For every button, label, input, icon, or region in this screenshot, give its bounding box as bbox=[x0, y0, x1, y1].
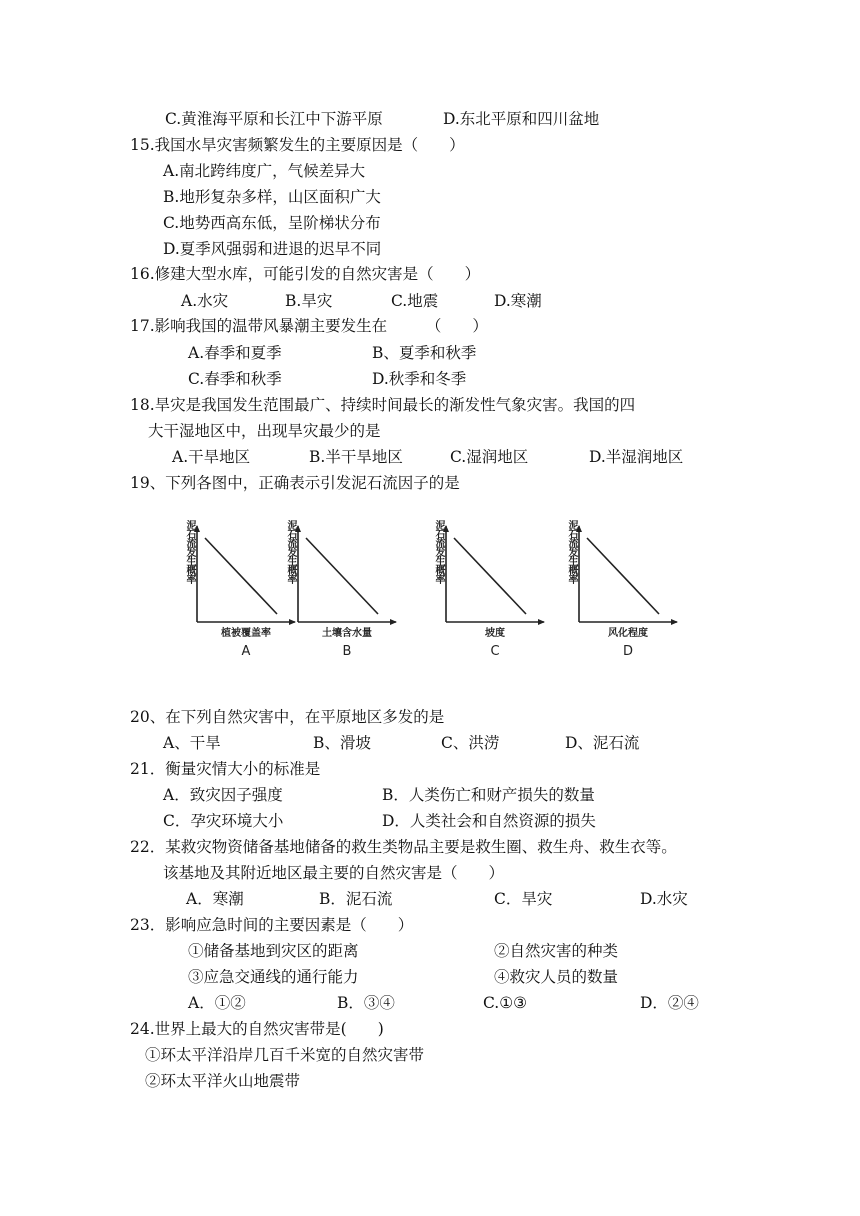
chart-d-panel-label: D bbox=[622, 644, 633, 659]
q22-option-d: D.水灾 bbox=[640, 890, 688, 908]
q20-option-c: C、洪涝 bbox=[441, 734, 500, 752]
q23-option-d: D．②④ bbox=[640, 994, 699, 1012]
q15-option-d: D.夏季风强弱和进退的迟早不同 bbox=[163, 240, 382, 258]
chart-a-series-line bbox=[205, 538, 277, 614]
chart-d-y-arrow bbox=[576, 525, 582, 532]
q22-option-a: A．寒潮 bbox=[186, 890, 244, 908]
q14-option-d: D.东北平原和四川盆地 bbox=[443, 110, 600, 128]
q23-item-2: ②自然灾害的种类 bbox=[494, 942, 619, 960]
chart-a-panel-label: A bbox=[241, 644, 251, 659]
q16-stem: 16.修建大型水库，可能引发的自然灾害是（ ） bbox=[130, 265, 481, 283]
q22-option-b: B．泥石流 bbox=[319, 890, 393, 908]
q15-stem: 15.我国水旱灾害频繁发生的主要原因是（ ） bbox=[130, 136, 465, 154]
q22-stem-line2: 该基地及其附近地区最主要的自然灾害是（ ） bbox=[163, 864, 505, 882]
q21-stem: 21．衡量灾情大小的标准是 bbox=[130, 760, 321, 778]
q18-option-d: D.半湿润地区 bbox=[589, 448, 684, 466]
q23-option-b: B．③④ bbox=[337, 994, 395, 1012]
q24-item-1: ①环太平洋沿岸几百千米宽的自然灾害带 bbox=[145, 1046, 425, 1064]
chart-a-y-arrow bbox=[194, 525, 200, 532]
chart-d bbox=[563, 520, 693, 659]
q20-stem: 20、在下列自然灾害中，在平原地区多发的是 bbox=[130, 708, 445, 726]
q16-option-a: A.水灾 bbox=[181, 292, 229, 310]
q21-option-a: A．致灾因子强度 bbox=[163, 786, 283, 804]
chart-b-panel-label: B bbox=[342, 644, 352, 659]
q15-option-c: C.地势西高东低，呈阶梯状分布 bbox=[163, 214, 381, 232]
chart-b-series-line bbox=[306, 538, 378, 614]
q16-option-c: C.地震 bbox=[391, 292, 439, 310]
chart-c-y-arrow bbox=[443, 525, 449, 532]
q22-stem-line1: 22．某救灾物资储备基地储备的救生类物品主要是救生圈、救生舟、救生衣等。 bbox=[130, 838, 677, 856]
q18-option-a: A.干旱地区 bbox=[172, 448, 251, 466]
chart-b-xlabel: 土壤含水量 bbox=[322, 628, 372, 639]
chart-c-xlabel: 坡度 bbox=[485, 628, 505, 639]
q16-option-b: B.旱灾 bbox=[285, 292, 333, 310]
chart-c-ylabel: 泥石流发生概率 bbox=[433, 520, 444, 583]
q24-stem: 24.世界上最大的自然灾害带是( ) bbox=[130, 1020, 384, 1038]
q21-option-b: B．人类伤亡和财产损失的数量 bbox=[382, 786, 595, 804]
q23-option-a: A．①② bbox=[188, 994, 246, 1012]
q20-option-d: D、泥石流 bbox=[565, 734, 640, 752]
q17-option-c: C.春季和秋季 bbox=[188, 370, 282, 388]
q14-option-c: C.黄淮海平原和长江中下游平原 bbox=[165, 110, 383, 128]
q17-stem: 17.影响我国的温带风暴潮主要发生在 （ ） bbox=[130, 317, 488, 335]
chart-a-xlabel: 植被覆盖率 bbox=[221, 628, 271, 639]
chart-b-ylabel: 泥石流发生概率 bbox=[285, 520, 296, 583]
q23-stem: 23．影响应急时间的主要因素是（ ） bbox=[130, 916, 414, 934]
chart-d-x-arrow bbox=[671, 619, 678, 625]
chart-c-x-arrow bbox=[538, 619, 545, 625]
q23-item-4: ④救灾人员的数量 bbox=[494, 968, 619, 986]
q22-option-c: C．旱灾 bbox=[494, 890, 553, 908]
q16-option-d: D.寒潮 bbox=[494, 292, 542, 310]
q18-option-c: C.湿润地区 bbox=[450, 448, 529, 466]
chart-d-series-line bbox=[587, 538, 659, 614]
q24-item-2: ②环太平洋火山地震带 bbox=[145, 1072, 301, 1090]
q23-option-c: C.①③ bbox=[483, 994, 528, 1012]
q18-option-b: B.半干旱地区 bbox=[309, 448, 403, 466]
q18-stem-line2: 大干湿地区中，出现旱灾最少的是 bbox=[148, 422, 381, 440]
q23-item-3: ③应急交通线的通行能力 bbox=[188, 968, 359, 986]
chart-c-panel-label: C bbox=[490, 644, 500, 659]
q21-option-d: D．人类社会和自然资源的损失 bbox=[382, 812, 596, 830]
chart-a-ylabel: 泥石流发生概率 bbox=[184, 520, 195, 583]
chart-d-xlabel: 风化程度 bbox=[608, 628, 648, 639]
chart-b bbox=[282, 520, 412, 659]
q17-option-a: A.春季和夏季 bbox=[188, 344, 282, 362]
q15-option-a: A.南北跨纬度广，气候差异大 bbox=[163, 162, 366, 180]
chart-c-series-line bbox=[454, 538, 526, 614]
chart-d-ylabel: 泥石流发生概率 bbox=[566, 520, 577, 583]
q20-option-a: A、干旱 bbox=[163, 734, 221, 752]
chart-b-y-arrow bbox=[295, 525, 301, 532]
chart-b-x-arrow bbox=[390, 619, 397, 625]
q17-option-b: B、夏季和秋季 bbox=[372, 344, 477, 362]
q19-stem: 19、下列各图中，正确表示引发泥石流因子的是 bbox=[130, 474, 460, 492]
chart-c bbox=[430, 520, 560, 659]
q18-stem-line1: 18.旱灾是我国发生范围最广、持续时间最长的渐发性气象灾害。我国的四 bbox=[130, 396, 636, 414]
q20-option-b: B、滑坡 bbox=[313, 734, 371, 752]
q17-option-d: D.秋季和冬季 bbox=[372, 370, 467, 388]
q15-option-b: B.地形复杂多样，山区面积广大 bbox=[163, 188, 381, 206]
q21-option-c: C．孕灾环境大小 bbox=[163, 812, 284, 830]
q23-item-1: ①储备基地到灾区的距离 bbox=[188, 942, 359, 960]
